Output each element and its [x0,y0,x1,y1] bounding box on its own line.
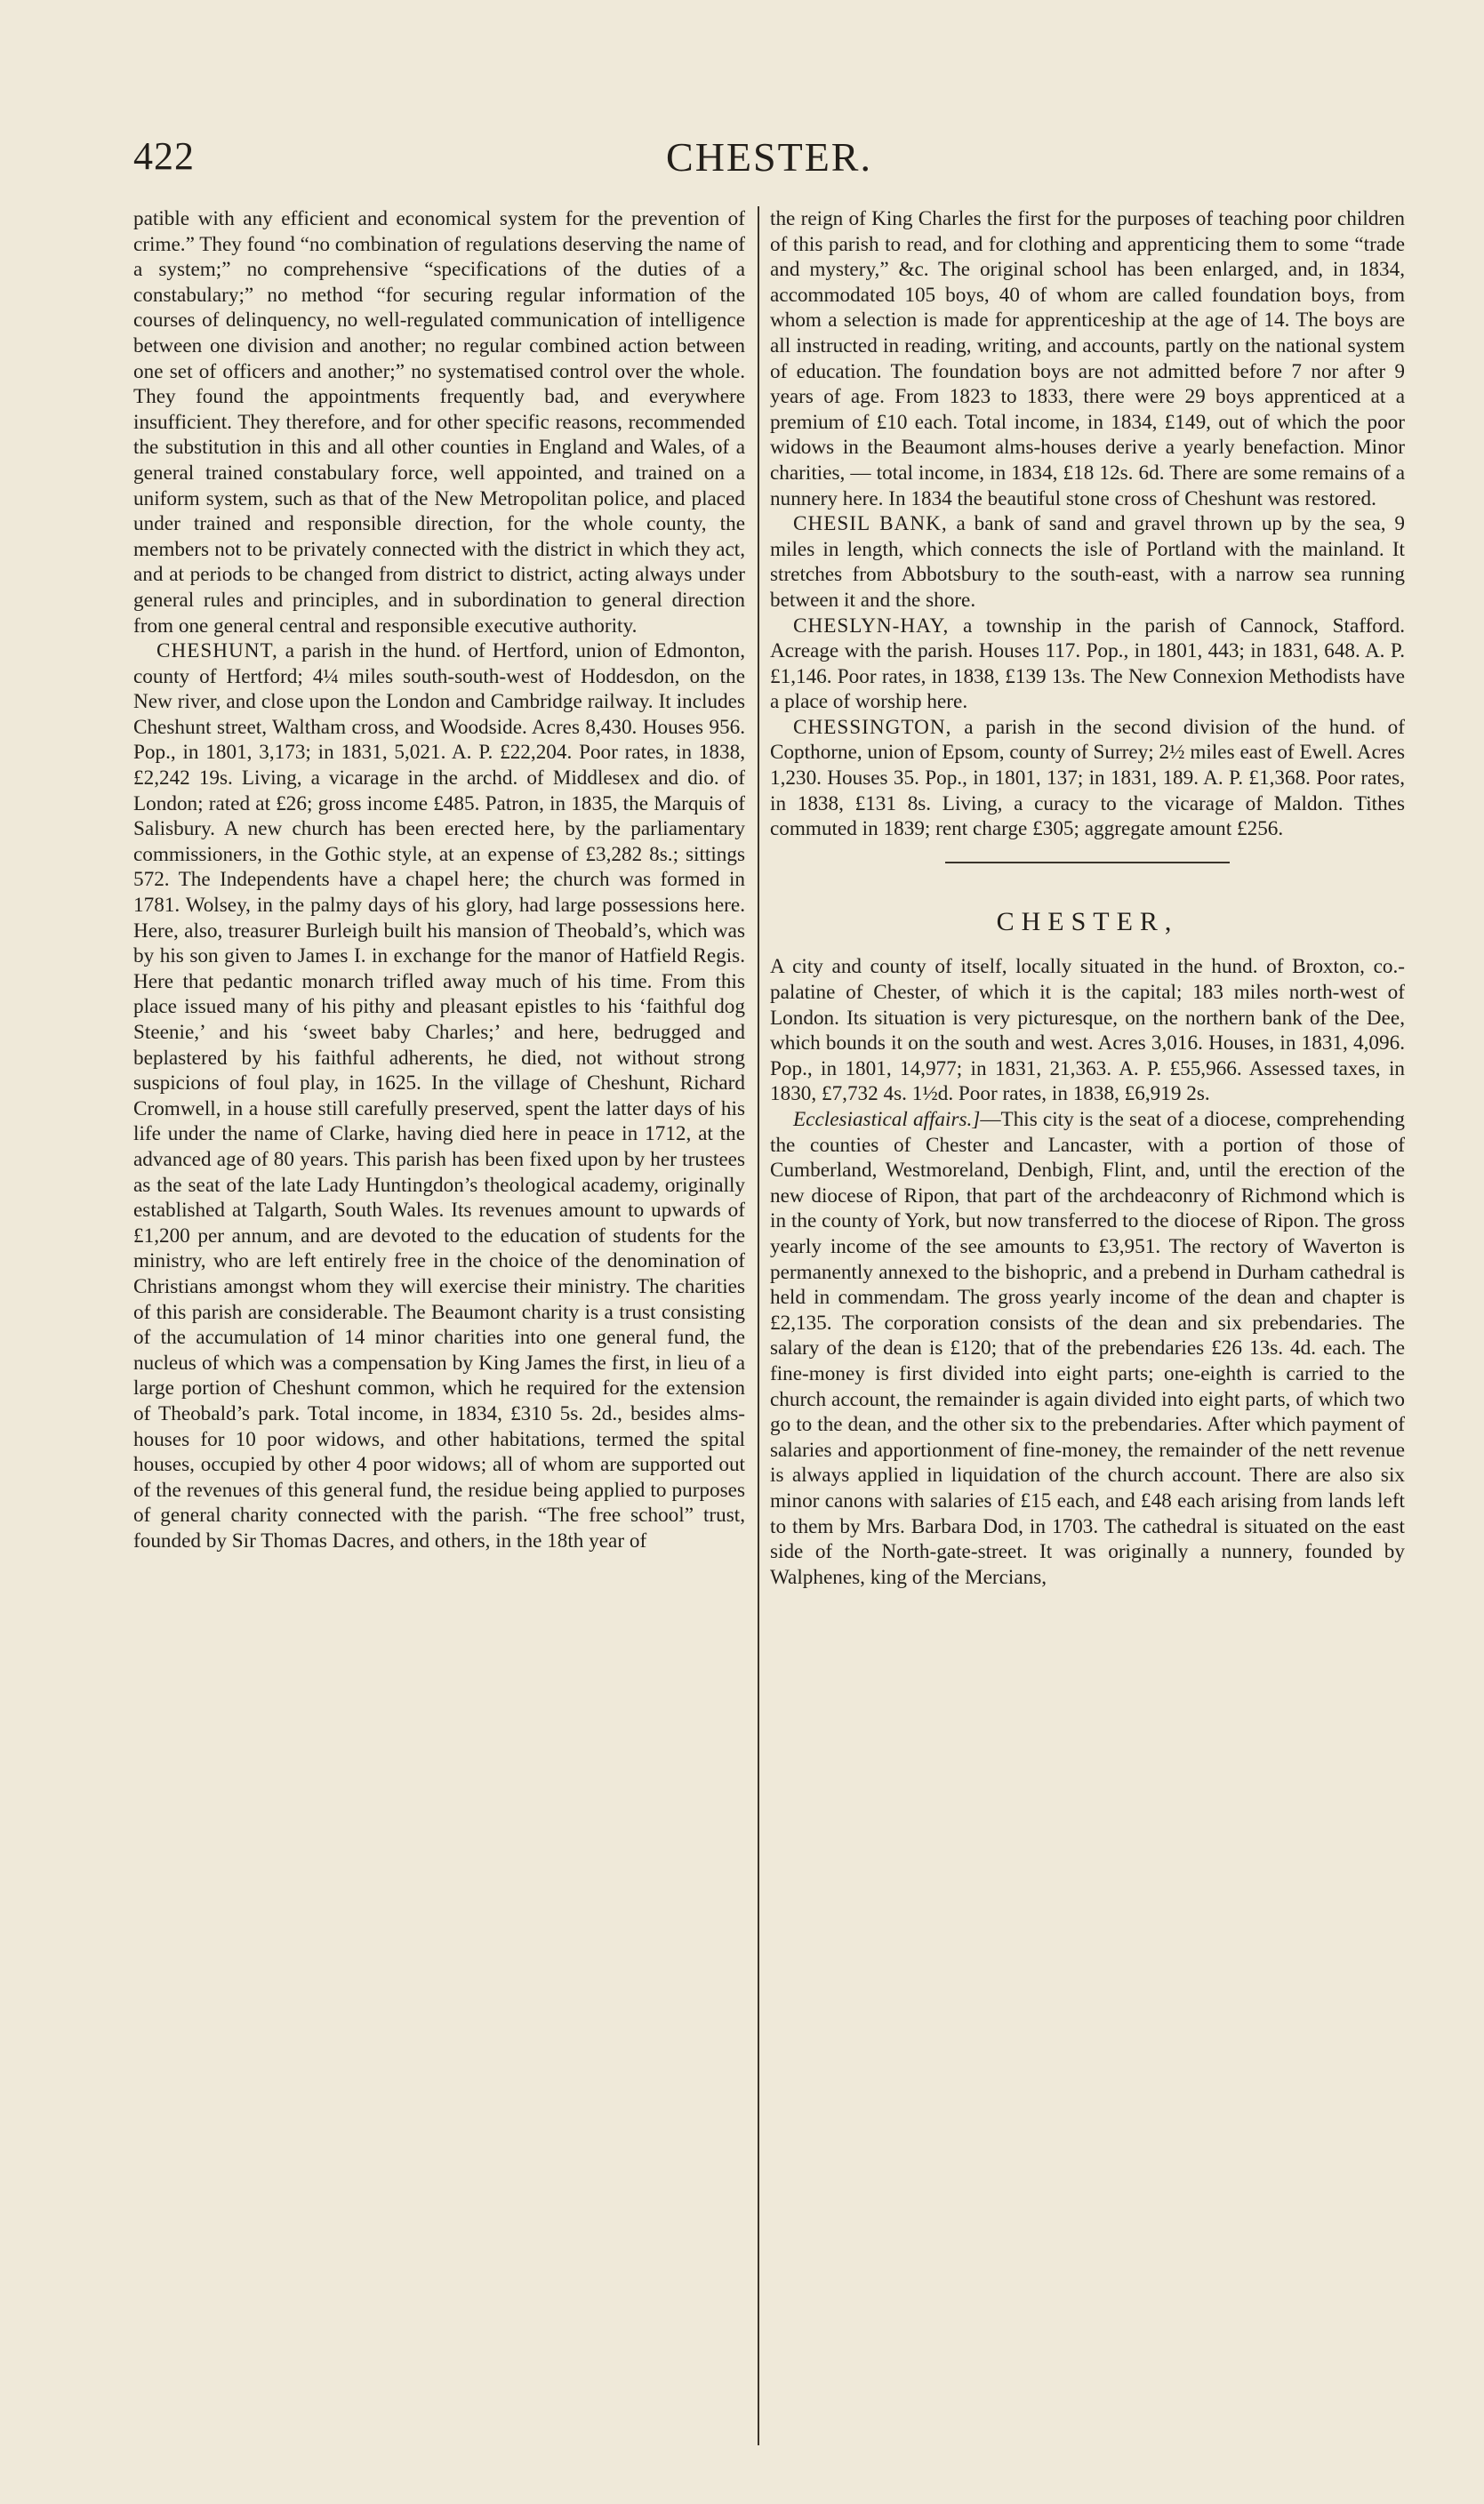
entry-text-chesil-bank: a bank of sand and gravel thrown up by the sea, 9 miles in length, which connects the isle of Portland with the mainland. It stretches from Abbotsbury to the south-east, with a narrow sea running between it and the shore. [770,512,1405,612]
entry-text-cheshunt: a parish in the hund. of Hertford, union of Edmonton, county of Hertford; 4¼ miles south-south-west of Hoddesdon, on the New river, and close upon the London and Cambridge railway. It includes Cheshunt street, Waltham cross, and Woodside. Acres 8,430. Houses 956. Pop., in 1801, 3,173; in 1831, 5,021. A. P. £22,204. Poor rates, in 1838, £2,242 19s. Living, a vicarage in the archd. of Middlesex and dio. of London; rated at £26; gross income £485. Patron, in 1835, the Marquis of Salisbury. A new church has been erected here, by the parliamentary commissioners, in the Gothic style, at an expense of £3,282 8s.; sittings 572. The Independents have a chapel here; the church was formed in 1781. Wolsey, in the palmy days of his glory, had large possessions here. Here, also, treasurer Burleigh built his mansion of Theobald’s, which was by his son given to James I. in exchange for the manor of Hatfield Regis. Here that pedantic monarch trifled away much of his time. From this place issued many of his pithy and pleasant epistles to his ‘faithful dog Steenie,’ and his ‘sweet baby Charles;’ and here, bedrugged and beplastered by his faithful adherents, he died, not without strong suspicions of foul play, in 1625. In the village of Cheshunt, Richard Cromwell, in a house still carefully preserved, spent the latter days of his life under the name of Clarke, having died here in peace in 1712, at the advanced age of 80 years. This parish has been fixed upon by her trustees as the seat of the late Lady Huntingdon’s theological academy, originally established at Talgarth, South Wales. Its revenues amount to upwards of £1,200 per annum, and are devoted to the education of students for the ministry, who are left entirely free in the choice of the denomination of Christians amongst whom they will exercise their ministry. The charities of this parish are considerable. The Beaumont charity is a trust consisting of the accumulation of 14 minor charities into one general fund, the nucleus of which was a compensation by King James the first, in lieu of a large portion of Cheshunt common, which he required for the extension of Theobald’s park. Total income, in 1834, £310 5s. 2d., besides alms-houses for 10 poor widows, and other habitations, termed the spital houses, occupied by other 4 poor widows; all of whom are supported out of the revenues of this general fund, the residue being applied to purposes of general charity connected with the parish. “The free school” trust, founded by Sir Thomas Dacres, and others, in the 18th year of [133,639,745,1553]
entry-title-chesil-bank: CHESIL BANK, [793,512,948,536]
cheshunt-continuation-paragraph: the reign of King Charles the first for the purposes of teaching poor children of this parish to read, and for clothing and apprenticing them to some “trade and mystery,” &c. The original school has been enlarged, and, in 1834, accommodated 105 boys, 40 of whom are called foundation boys, from whom a selection is made for apprenticeship at the age of 14. The boys are all instructed in reading, writing, and accounts, partly on the national system of education. The foundation boys are not admitted before 7 nor after 9 years of age. From 1823 to 1833, there were 29 boys apprenticed at a premium of £10 each. Total income, in 1834, £149, out of which the poor widows in the Beaumont alms-houses derive a yearly benefaction. Minor charities, — total income, in 1834, £18 12s. 6d. There are some remains of a nunnery here. In 1834 the beautiful stone cross of Cheshunt was restored. [770,207,1405,510]
entry-chessington [770,715,1405,842]
entry-text-cheslyn-hay: a township in the parish of Cannock, Stafford. Acreage with the parish. Houses 117. Pop., in 1801, 443; in 1831, 648. A. P. £1,146. Poor rates, in 1838, £139 13s. The New Connexion Methodists have a place of worship here. [770,614,1405,714]
ecclesiastical-affairs-label: Ecclesiastical affairs.] [793,1108,981,1131]
page-header [133,133,1405,187]
entry-text-chessington: a parish in the second division of the hund. of Copthorne, union of Epsom, county of Surrey; 2½ miles east of Ewell. Acres 1,230. Houses 35. Pop., in 1801, 137; in 1831, 189. A. P. £1,368. Poor rates, in 1838, £131 8s. Living, a curacy to the vicarage of Maldon. Tithes commuted in 1839; rent charge £305; aggregate amount £256. [770,715,1405,841]
section-rule [945,862,1230,863]
running-title: CHESTER. [666,134,872,180]
ecclesiastical-affairs-paragraph [770,1107,1405,1590]
entry-title-cheslyn-hay: CHESLYN-HAY, [793,614,950,638]
section-heading-chester: CHESTER, [996,906,1179,936]
entry-cheshunt [133,638,745,1553]
page-number: 422 [133,134,195,178]
chester-intro-paragraph: A city and county of itself, locally situated in the hund. of Broxton, co.-palatine of Chester, of which it is the capital; 183 miles north-west of London. Its situation is very picturesque, on the northern bank of the Dee, which bounds it on the south and west. Acres 3,016. Houses, in 1831, 4,096. Pop., in 1801, 14,977; in 1831, 21,363. A. P. £55,966. Assessed taxes, in 1830, £7,732 4s. 1½d. Poor rates, in 1838, £6,919 2s. [770,955,1405,1106]
entry-title-chessington: CHESSINGTON, [793,715,952,739]
entry-cheslyn-hay [770,614,1405,715]
entry-title-cheshunt: CHESHUNT, [156,639,278,663]
constabulary-paragraph: patible with any efficient and economical system for the prevention of crime.” They found “no combination of regulations deserving the name of a system;” no comprehensive “specifications of the duties of a constabulary;” no method “for securing regular information of the courses of delinquency, no well-regulated communication of intelligence between one division and another; no regular combined action between one set of officers and another;” no systematised control over the whole. They found the appointments frequently bad, and everywhere insufficient. They therefore, and for other specific reasons, recommended the substitution in this and all other counties in England and Wales, of a general trained constabulary force, well appointed, and trained on a uniform system, such as that of the New Metropolitan police, and placed under trained and responsible direction, for the whole county, the members not to be privately connected with the district in which they act, and at periods to be changed from district to district, acting always under general rules and principles, and in subordination to general direction from one general central and responsible executive authority. [133,207,745,638]
ecclesiastical-affairs-text: —This city is the seat of a diocese, comprehending the counties of Chester and Lancaster, with a portion of those of Cumberland, Westmoreland, Denbigh, Flint, and, until the erection of the new diocese of Ripon, that part of the archdeaconry of Richmond which is in the county of York, but now transferred to the diocese of Ripon. The gross yearly income of the see amounts to £3,951. The rectory of Waverton is permanently annexed to the bishopric, and a prebend in Durham cathedral is held in commendam. The gross yearly income of the dean and chapter is £2,135. The corporation consists of the dean and six prebendaries. The salary of the dean is £120; that of the prebendaries £26 13s. 4d. each. The fine-money is first divided into eight parts; one-eighth is carried to the church account, the remainder is again divided into eight parts, of which two go to the dean, and the other six to the prebendaries. After which payment of salaries and apportionment of fine-money, the remainder of the nett revenue is always applied in liquidation of the church account. There are also six minor canons with salaries of £15 each, and £48 each arising from lands left to them by Mrs. Barbara Dod, in 1703. The cathedral is situated on the east side of the North-gate-street. It was originally a nunnery, founded by Walphenes, king of the Mercians, [770,1108,1405,1589]
right-column [770,206,1405,1590]
column-divider [758,206,759,2445]
left-column [133,206,745,1553]
entry-chesil-bank [770,511,1405,613]
